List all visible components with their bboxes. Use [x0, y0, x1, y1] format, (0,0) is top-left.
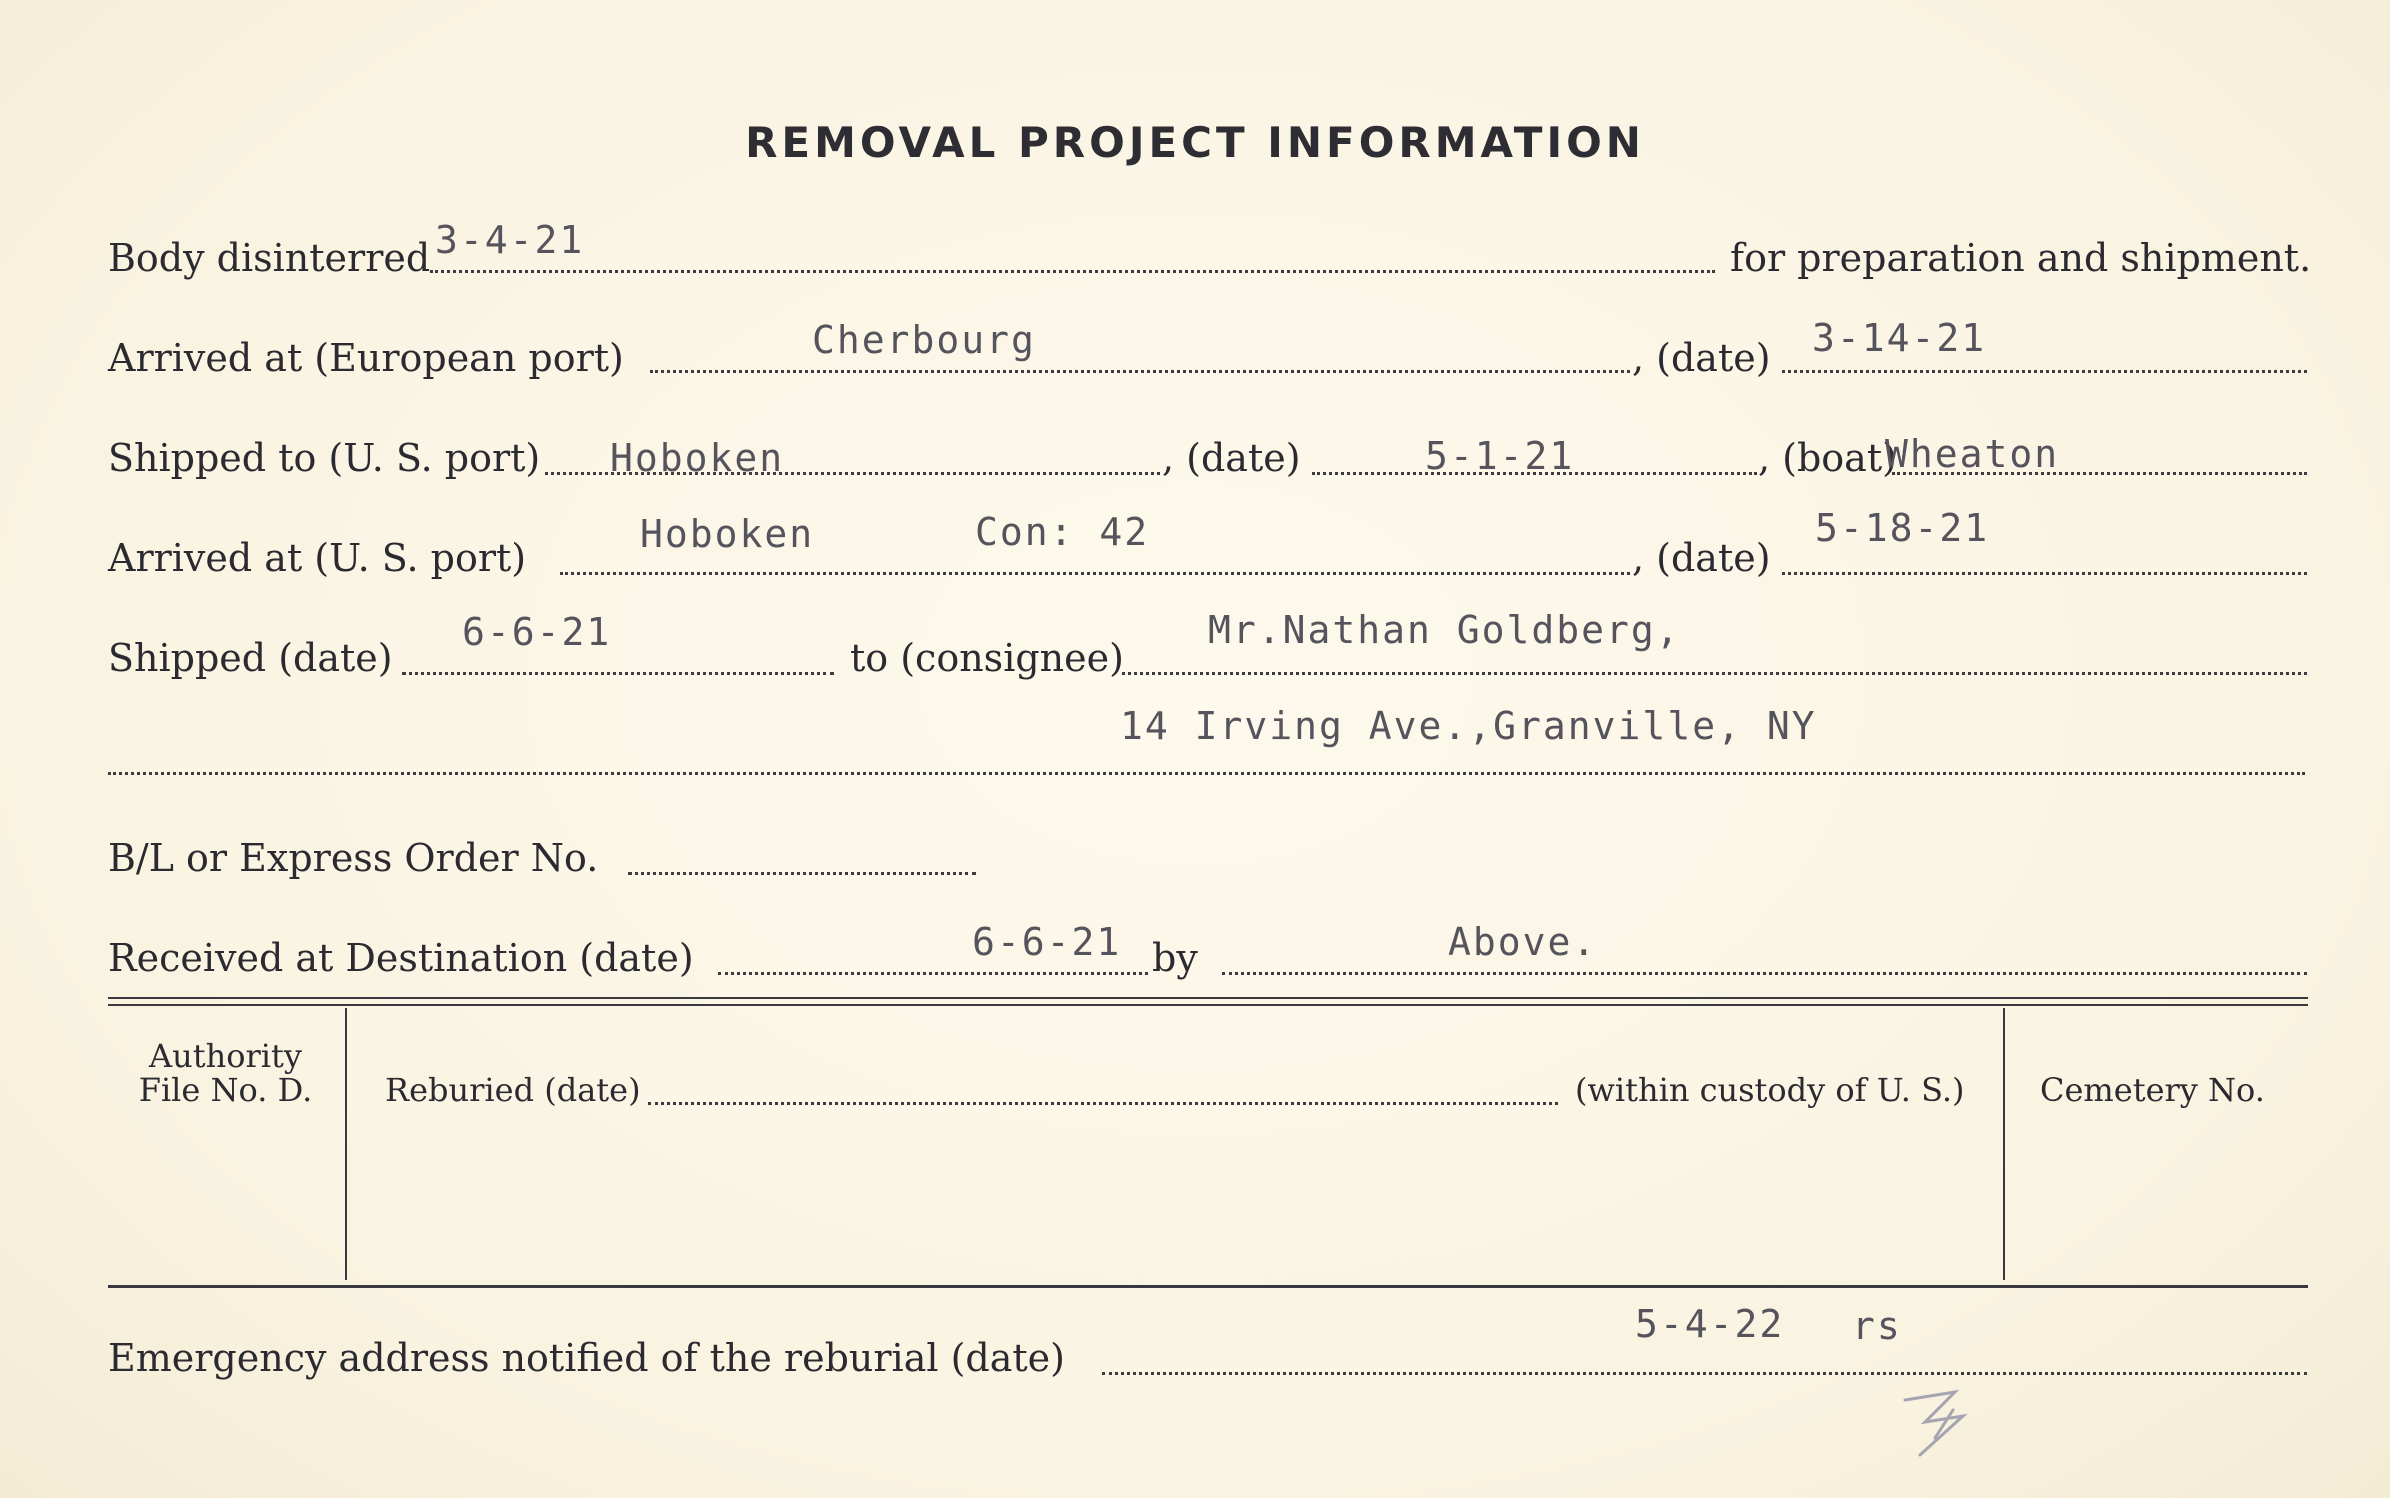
european-date-value: 3-14-21 — [1812, 316, 1987, 360]
shipped-label: Shipped (date) — [108, 636, 393, 680]
received-date-line — [718, 972, 1148, 975]
table-top-rule-2 — [108, 1004, 2308, 1006]
emergency-initials-value: rs — [1852, 1304, 1902, 1348]
arrived-us-label: Arrived at (U. S. port) — [108, 536, 527, 580]
shipped-us-port-value: Hoboken — [610, 436, 785, 480]
authority-label-line1: Authority — [149, 1037, 302, 1075]
arrived-european-label: Arrived at (European port) — [108, 336, 624, 380]
preparation-shipment-label: for preparation and shipment. — [1730, 236, 2312, 280]
table-divider-left — [345, 1008, 347, 1280]
bl-order-label: B/L or Express Order No. — [108, 836, 599, 880]
shipped-final-date-line — [402, 672, 834, 675]
emergency-line — [1102, 1372, 2307, 1375]
consignee-name-value: Mr.Nathan Goldberg, — [1208, 608, 1681, 652]
shipped-final-date-value: 6-6-21 — [462, 610, 612, 654]
table-bottom-rule — [108, 1285, 2308, 1288]
arrived-us-port-line — [560, 572, 1630, 575]
authority-label-line2: File No. D. — [138, 1071, 313, 1109]
handwritten-mark — [1895, 1380, 1985, 1465]
boat-label: , (boat) — [1758, 436, 1897, 480]
address-line — [108, 772, 2305, 775]
european-date-label: , (date) — [1632, 336, 1771, 380]
arrived-us-date-line — [1782, 572, 2307, 575]
table-divider-right — [2003, 1008, 2005, 1280]
arrived-us-date-label: , (date) — [1632, 536, 1771, 580]
arrived-us-date-value: 5-18-21 — [1815, 506, 1990, 550]
reburied-line — [648, 1102, 1558, 1105]
received-by-label: by — [1152, 936, 1198, 980]
con-number-value: Con: 42 — [975, 510, 1150, 554]
received-by-line — [1222, 972, 2307, 975]
shipped-date-label: , (date) — [1162, 436, 1301, 480]
consignee-label: to (consignee) — [850, 636, 1124, 680]
emergency-date-value: 5-4-22 — [1635, 1302, 1785, 1346]
custody-label: (within custody of U. S.) — [1575, 1071, 1965, 1109]
form-title: REMOVAL PROJECT INFORMATION — [745, 118, 1645, 167]
body-disinterred-line — [430, 270, 1715, 273]
body-disinterred-date: 3-4-21 — [435, 218, 585, 262]
body-disinterred-label: Body disinterred — [108, 236, 431, 280]
received-label: Received at Destination (date) — [108, 936, 694, 980]
received-date-value: 6-6-21 — [972, 920, 1122, 964]
shipped-date-value: 5-1-21 — [1425, 434, 1575, 478]
reburied-label: Reburied (date) — [385, 1071, 641, 1109]
shipped-to-us-label: Shipped to (U. S. port) — [108, 436, 541, 480]
arrived-us-port-value: Hoboken — [640, 512, 815, 556]
european-date-line — [1782, 370, 2307, 373]
boat-value: Wheaton — [1885, 432, 2060, 476]
european-port-value: Cherbourg — [812, 318, 1036, 362]
cemetery-label: Cemetery No. — [2040, 1071, 2265, 1109]
consignee-line — [1122, 672, 2307, 675]
received-by-value: Above. — [1448, 920, 1598, 964]
table-top-rule-1 — [108, 997, 2308, 999]
consignee-address-value: 14 Irving Ave.,Granville, NY — [1120, 704, 1817, 748]
european-port-line — [650, 370, 1630, 373]
emergency-label: Emergency address notified of the reburial (date) — [108, 1336, 1065, 1380]
bl-order-line — [628, 872, 976, 875]
